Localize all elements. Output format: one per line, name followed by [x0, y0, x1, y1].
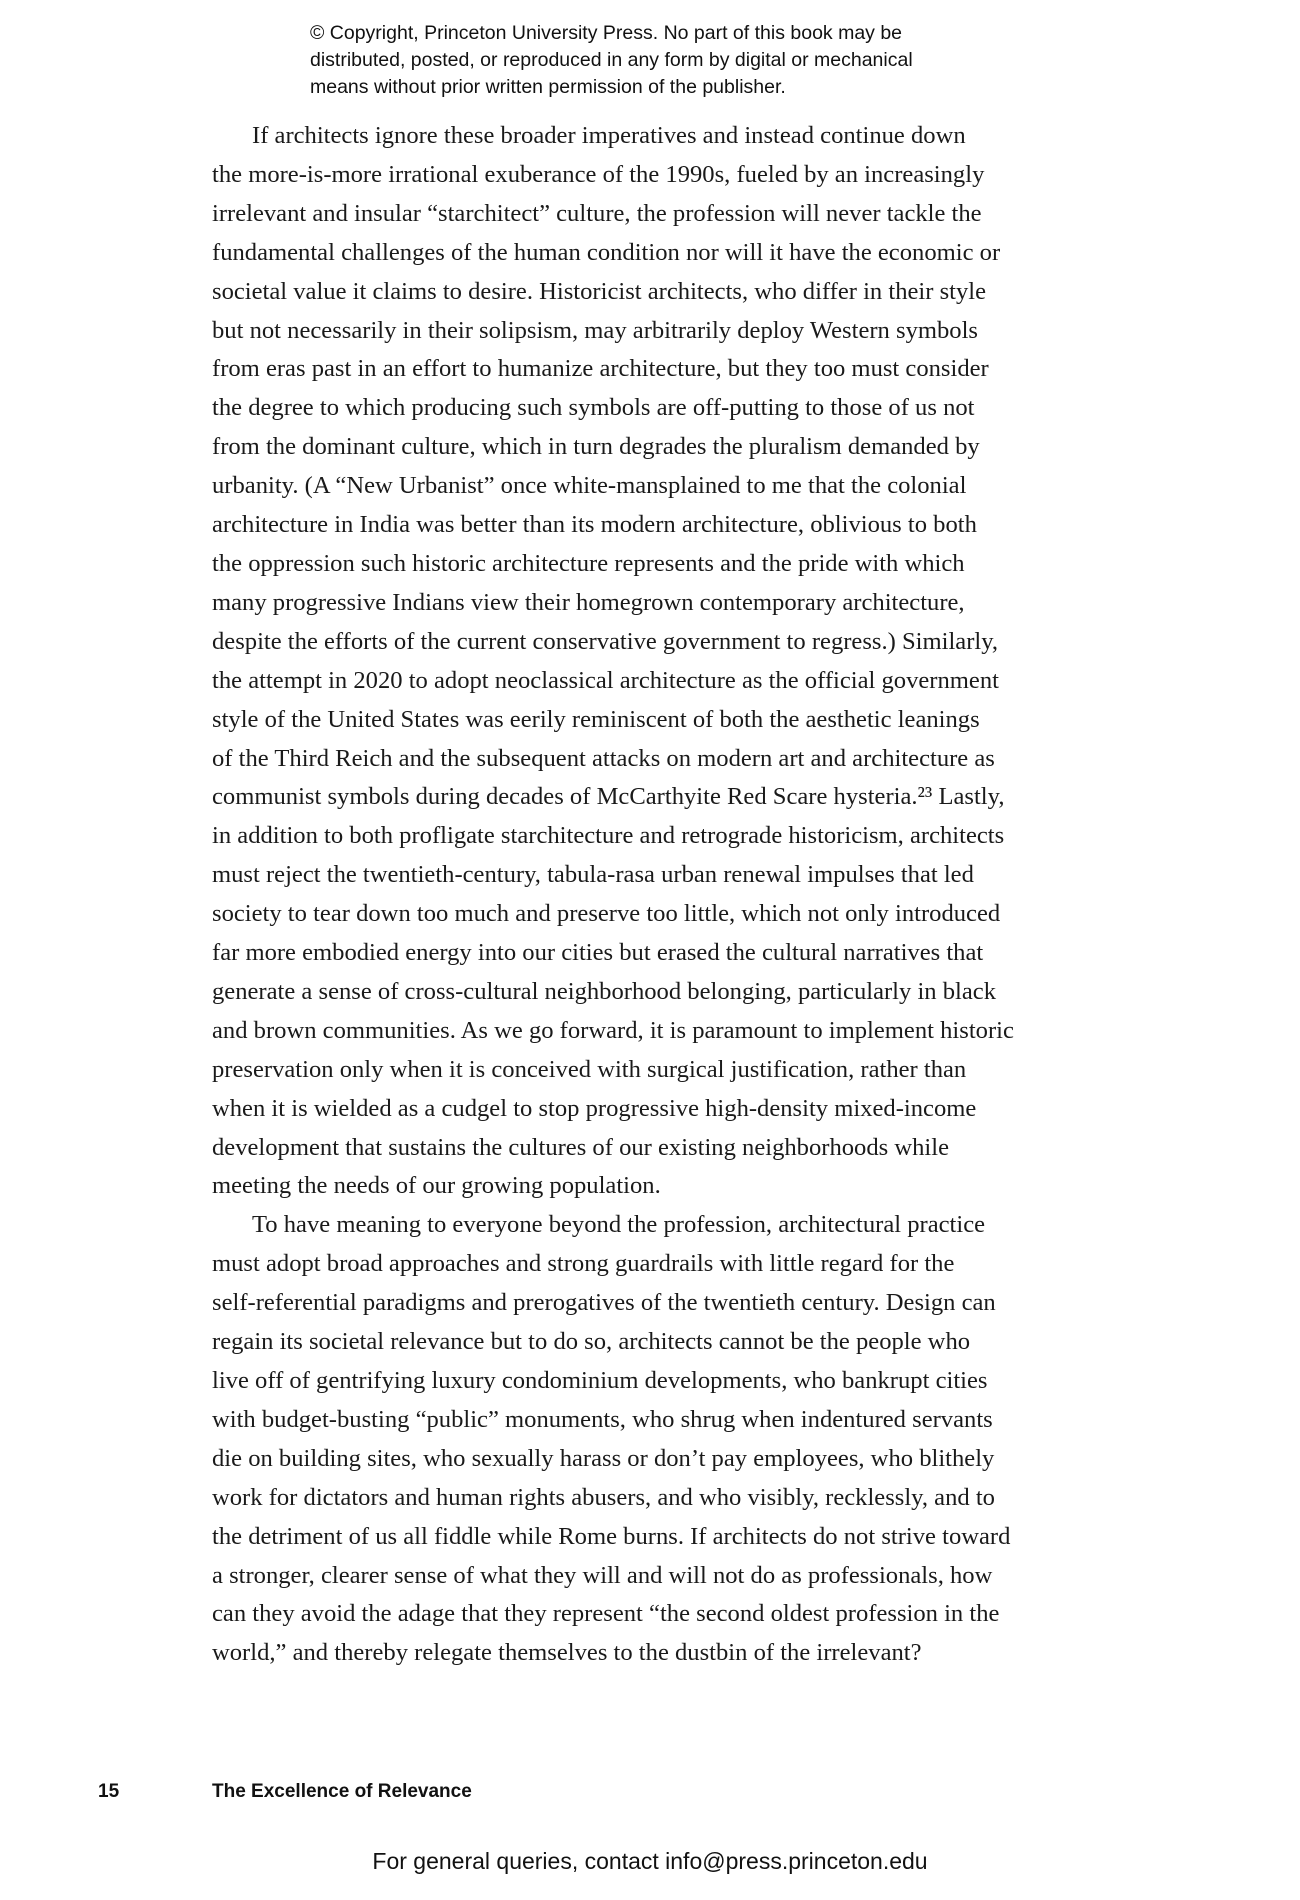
body-line: the more-is-more irrational exuberance of the 1990s, fueled by an increasingly: [212, 160, 985, 188]
running-title: The Excellence of Relevance: [212, 1781, 472, 1802]
body-line: die on building sites, who sexually harass or don’t pay employees, who blithely: [212, 1444, 995, 1472]
body-line: many progressive Indians view their homegrown contemporary architecture,: [212, 588, 965, 616]
body-line: a stronger, clearer sense of what they will and will not do as professionals, how: [212, 1561, 993, 1589]
body-line: style of the United States was eerily reminiscent of both the aesthetic leanings: [212, 705, 980, 733]
body-line: in addition to both profligate starchitecture and retrograde historicism, architects: [212, 822, 1005, 850]
body-line: live off of gentrifying luxury condominium developments, who bankrupt cities: [212, 1367, 988, 1394]
body-line: must reject the twentieth-century, tabula-rasa urban renewal impulses that led: [212, 861, 974, 889]
body-line: regain its societal relevance but to do so, architects cannot be the people who: [212, 1328, 971, 1356]
body-line: fundamental challenges of the human condition nor will it have the economic or: [212, 238, 1001, 266]
copyright-notice: [310, 20, 1070, 101]
contact-notice: For general queries, contact info@press.princeton.edu: [372, 1848, 928, 1874]
body-line: To have meaning to everyone beyond the profession, architectural practice: [252, 1211, 986, 1239]
body-line: and brown communities. As we go forward, it is paramount to implement historic: [212, 1016, 1014, 1044]
body-line: preservation only when it is conceived with surgical justification, rather than: [212, 1055, 967, 1083]
body-text: [212, 117, 1112, 1673]
body-line: the oppression such historic architecture represents and the pride with which: [212, 549, 965, 577]
body-line: generate a sense of cross-cultural neighborhood belonging, particularly in black: [212, 977, 996, 1005]
body-line: the detriment of us all fiddle while Rome burns. If architects do not strive toward: [212, 1522, 1011, 1550]
copyright-line: distributed, posted, or reproduced in any form by digital or mechanical: [310, 49, 913, 71]
body-line: world,” and thereby relegate themselves to the dustbin of the irrelevant?: [212, 1639, 922, 1667]
body-line: self-referential paradigms and prerogatives of the twentieth century. Design can: [212, 1289, 996, 1317]
body-line: urbanity. (A “New Urbanist” once white-mansplained to me that the colonial: [212, 472, 967, 500]
body-line: If architects ignore these broader imperatives and instead continue down: [252, 122, 966, 149]
page-number: 15: [98, 1781, 120, 1802]
body-line: society to tear down too much and preserve too little, which not only introduced: [212, 900, 1001, 928]
body-line: far more embodied energy into our cities but erased the cultural narratives that: [212, 939, 984, 967]
body-line: from the dominant culture, which in turn degrades the pluralism demanded by: [212, 433, 980, 461]
body-line: societal value it claims to desire. Historicist architects, who differ in their style: [212, 277, 987, 305]
body-line: must adopt broad approaches and strong guardrails with little regard for the: [212, 1250, 955, 1278]
body-line: the degree to which producing such symbols are off-putting to those of us not: [212, 394, 975, 422]
body-line: of the Third Reich and the subsequent attacks on modern art and architecture as: [212, 744, 995, 772]
body-line: architecture in India was better than its modern architecture, oblivious to both: [212, 511, 977, 539]
body-line: from eras past in an effort to humanize architecture, but they too must consider: [212, 355, 989, 383]
body-line: meeting the needs of our growing population.: [212, 1172, 661, 1200]
body-line: with budget-busting “public” monuments, who shrug when indentured servants: [212, 1405, 993, 1433]
body-line: the attempt in 2020 to adopt neoclassical architecture as the official government: [212, 666, 999, 694]
body-line: can they avoid the adage that they represent “the second oldest profession in the: [212, 1600, 1000, 1628]
copyright-line: © Copyright, Princeton University Press. No part of this book may be: [310, 22, 903, 44]
copyright-line: means without prior written permission of the publisher.: [310, 76, 786, 98]
body-line: despite the efforts of the current conservative government to regress.) Similarly,: [212, 627, 999, 655]
body-line: but not necessarily in their solipsism, may arbitrarily deploy Western symbols: [212, 316, 978, 344]
body-line: when it is wielded as a cudgel to stop progressive high-density mixed-income: [212, 1094, 977, 1122]
body-line: development that sustains the cultures of our existing neighborhoods while: [212, 1133, 949, 1161]
body-line: work for dictators and human rights abusers, and who visibly, recklessly, and to: [212, 1483, 995, 1511]
body-line: irrelevant and insular “starchitect” culture, the profession will never tackle the: [212, 199, 982, 227]
body-line: communist symbols during decades of McCarthyite Red Scare hysteria.²³ Lastly,: [212, 783, 1005, 811]
